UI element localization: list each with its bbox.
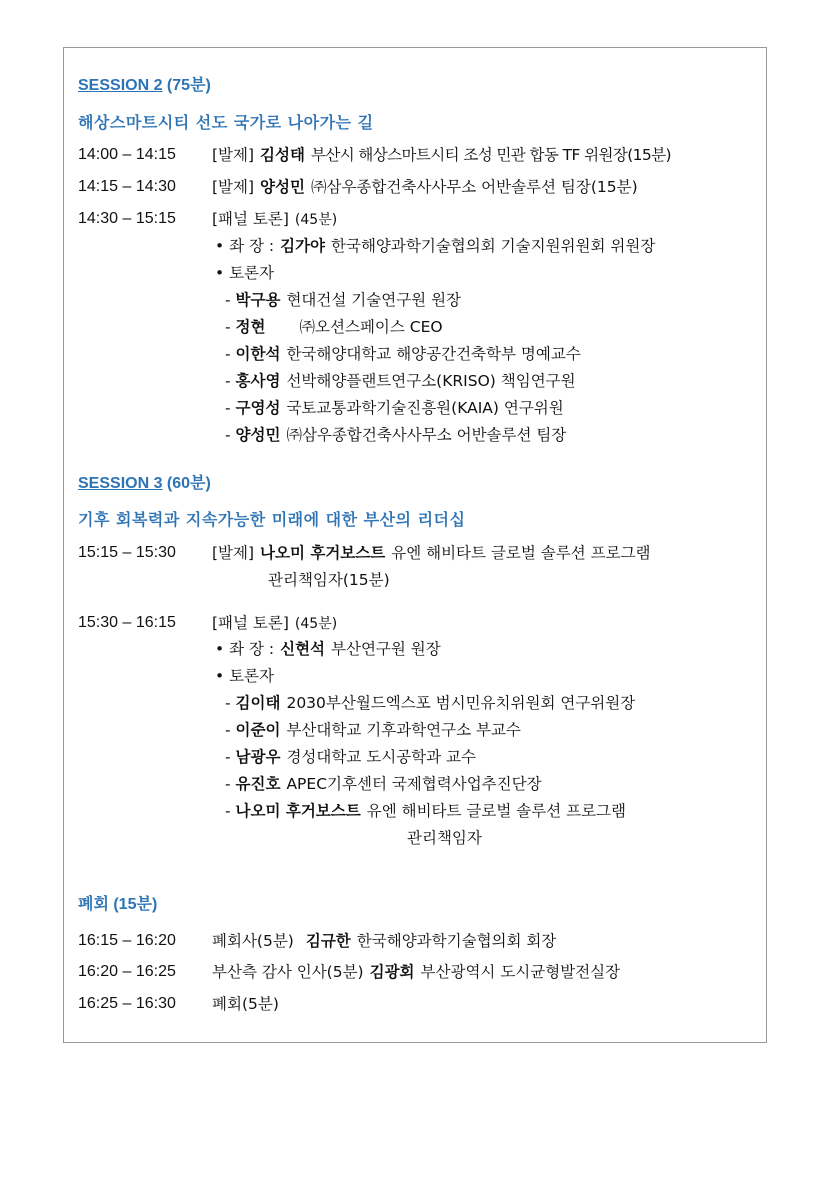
panelist-item: - 이한석 한국해양대학교 해양공간건축학부 명예교수 [225,345,581,363]
panelist-item: - 유진호 APEC기후센터 국제협력사업추진단장 [225,775,542,793]
chair-label: • 좌 장 : [215,237,275,255]
row-body [212,994,279,1014]
panelist-item: - 이준이 부산대학교 기후과학연구소 부교수 [225,721,521,739]
panelist-item: - 나오미 후거보스트 유엔 해비타트 글로벌 솔루션 프로그램 [225,802,626,820]
panel-label: • 토론자 [215,667,274,685]
panel-label: • 토론자 [215,264,274,282]
row-body [212,543,651,563]
speaker-name: 김광회 [369,963,415,981]
panelist-item: - 정현 ㈜오션스페이스 CEO [225,318,443,336]
row-body [212,177,638,197]
panelist-desc: 현대건설 기술연구원 원장 [286,291,462,309]
panelist-name: 이준이 [235,721,281,739]
time-range: 14:00 – 14:15 [78,146,176,163]
row-body [212,962,620,982]
speaker-desc: 유엔 해비타트 글로벌 솔루션 프로그램 [391,544,651,562]
chair-name: 김가야 [280,237,326,255]
item-tag: 폐회(5분) [212,995,279,1013]
time-range: 16:15 – 16:20 [78,932,176,949]
panelist-desc: 부산대학교 기후과학연구소 부교수 [286,721,521,739]
time-range: 15:30 – 16:15 [78,614,176,631]
speaker-desc: 부산시 해상스마트시티 조성 민관 합동 TF 위원장(15분) [310,146,671,164]
panelist-name: 정현 [235,318,266,336]
item-tag: [발제] [212,544,255,562]
speaker-desc: ㈜삼우종합건축사사무소 어반솔루션 팀장(15분) [310,178,638,196]
panelist-name: 박구용 [235,291,281,309]
item-tag: [발제] [212,178,255,196]
panelist-name: 구영성 [235,399,281,417]
item-tag: [패널 토론] [212,614,289,632]
panelist-item: - 홍사영 선박해양플랜트연구소(KRISO) 책임연구원 [225,372,576,390]
chair-desc: 부산연구원 원장 [331,640,441,658]
panelist-name: 남광우 [235,748,281,766]
time-range: 15:15 – 15:30 [78,544,176,561]
panelist-item: - 구영성 국토교통과학기술진흥원(KAIA) 연구위원 [225,399,564,417]
panelist-desc: ㈜오션스페이스 CEO [299,318,443,336]
item-tag: 부산측 감사 인사(5분) [212,963,364,981]
panelist-desc: 한국해양대학교 해양공간건축학부 명예교수 [286,345,581,363]
panelist-name: 홍사영 [235,372,281,390]
time-range: 14:15 – 14:30 [78,178,176,195]
time-range: 16:20 – 16:25 [78,963,176,980]
panelist-name: 나오미 후거보스트 [235,802,361,820]
time-range: 16:25 – 16:30 [78,995,176,1012]
speaker-name: 김성태 [260,146,305,164]
panelist-desc: 선박해양플랜트연구소(KRISO) 책임연구원 [286,372,576,390]
speaker-name: 김규한 [305,932,351,950]
item-tag: [패널 토론] [212,210,289,228]
chair-desc: 한국해양과학기술협의회 기술지원위원회 위원장 [331,237,656,255]
panelist-item: - 박구용 현대건설 기술연구원 원장 [225,291,462,309]
item-tag: [발제] [212,146,255,164]
panelist-desc: 유엔 해비타트 글로벌 솔루션 프로그램 [366,802,626,820]
chair-line [215,236,655,256]
session3-title: 기후 회복력과 지속가능한 미래에 대한 부산의 리더십 [78,510,466,529]
speaker-name: 양성민 [260,178,305,196]
session2-heading: SESSION 2 (75분) [78,77,211,94]
time-range: 14:30 – 15:15 [78,210,176,227]
panelist-desc: APEC기후센터 국제협력사업추진단장 [286,775,542,793]
duration: (45분) [294,616,338,632]
panelist-name: 유진호 [235,775,281,793]
session2-title: 해상스마트시티 선도 국가로 나아가는 길 [78,113,374,132]
item-tag: 폐회사(5분) [212,932,294,950]
closing-heading: 폐회 (15분) [78,896,158,913]
speaker-desc: 부산광역시 도시균형발전실장 [420,963,621,981]
panelist-item: - 양성민 ㈜삼우종합건축사사무소 어반솔루션 팀장 [225,426,567,444]
panelist-desc: 경성대학교 도시공학과 교수 [286,748,476,766]
chair-label: • 좌 장 : [215,640,275,658]
row-body [212,613,337,634]
speaker-desc: 한국해양과학기술협의회 회장 [356,932,557,950]
panelist-item: - 김이태 2030부산월드엑스포 범시민유치위원회 연구위원장 [225,694,636,712]
panelist-desc: 국토교통과학기술진흥원(KAIA) 연구위원 [286,399,564,417]
speaker-desc-cont: 관리책임자(15분) [268,571,390,589]
panelist-name: 김이태 [235,694,281,712]
panelist-name: 양성민 [235,426,281,444]
panelist-name: 이한석 [235,345,281,363]
chair-line [215,639,441,659]
panelist-desc-cont: 관리책임자 [407,829,482,847]
speaker-name: 나오미 후거보스트 [260,544,386,562]
chair-name: 신현석 [280,640,326,658]
panelist-item: - 남광우 경성대학교 도시공학과 교수 [225,748,476,766]
panelist-desc: ㈜삼우종합건축사사무소 어반솔루션 팀장 [286,426,567,444]
duration: (45분) [294,212,338,228]
panelist-desc: 2030부산월드엑스포 범시민유치위원회 연구위원장 [286,694,636,712]
session3-heading: SESSION 3 (60분) [78,475,211,492]
row-body [212,209,337,230]
row-body [212,931,556,951]
row-body [212,145,671,165]
